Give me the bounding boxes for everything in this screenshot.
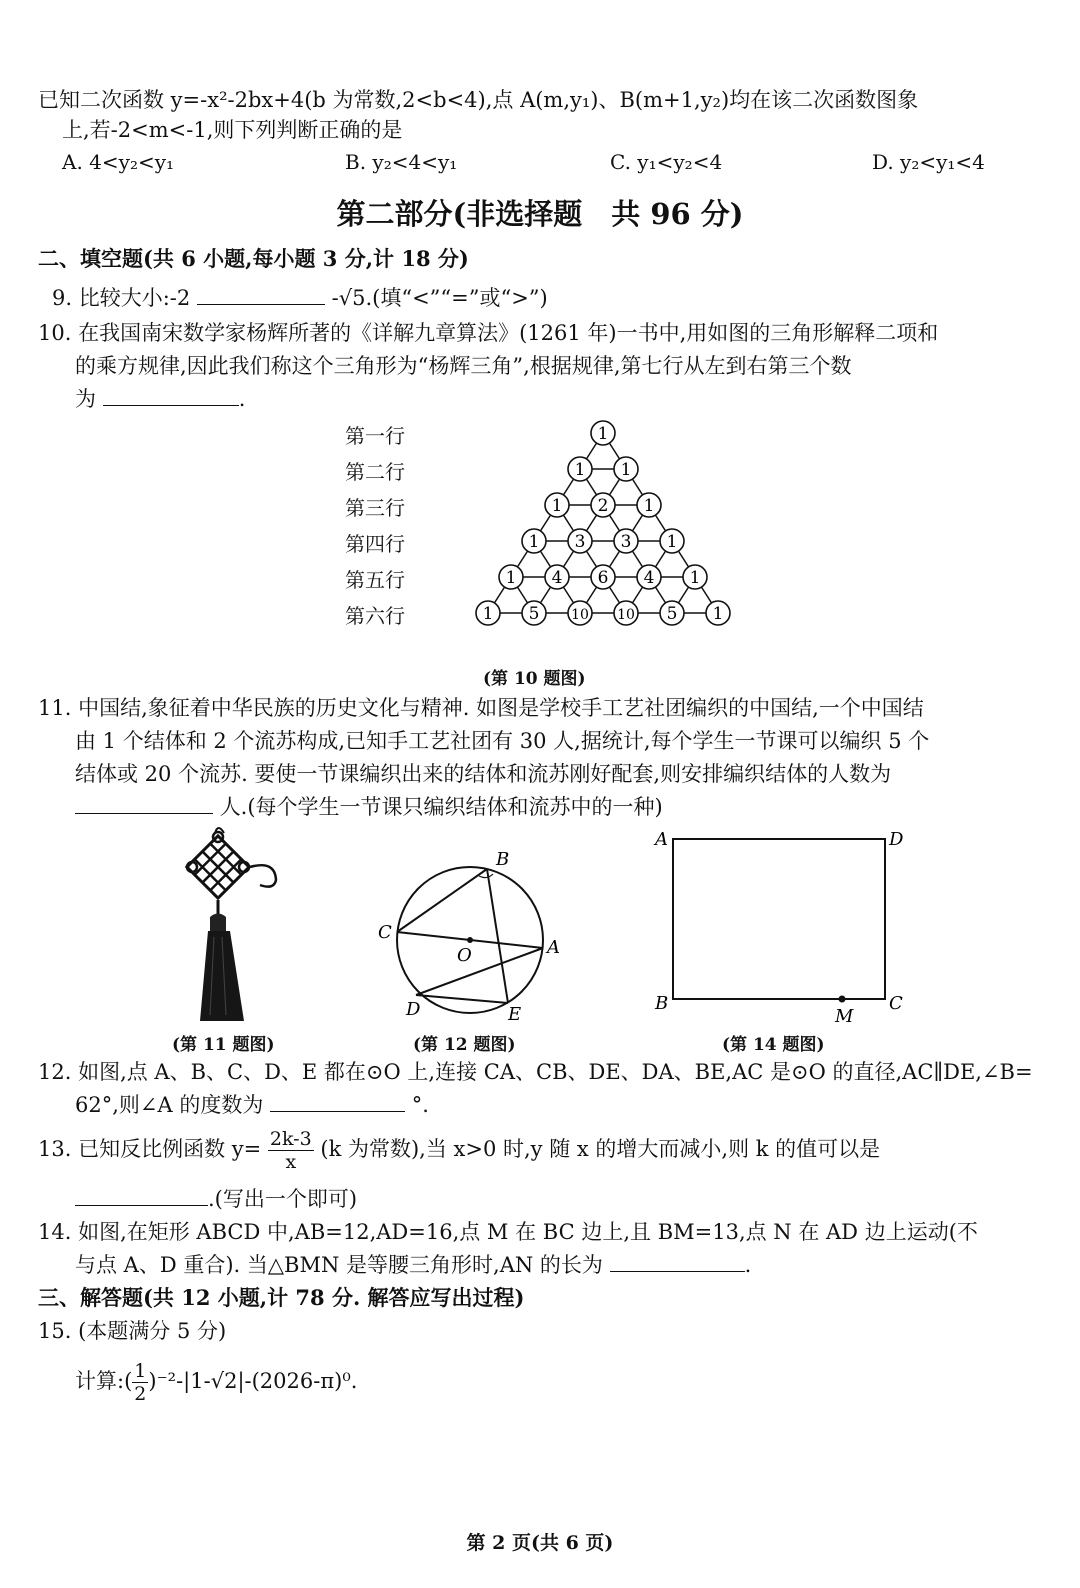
- triangle-number: 4: [551, 568, 563, 588]
- fig12-label-b: B: [496, 849, 510, 870]
- q11-line4: [75, 791, 663, 823]
- fig14-label-b: B: [655, 993, 669, 1014]
- triangle-number: 1: [689, 568, 701, 588]
- chinese-knot-image: [180, 825, 290, 1025]
- q13-line2-text: .(写出一个即可): [208, 1187, 358, 1211]
- q8-line1: 已知二次函数 y=-x²-2bx+4(b 为常数,2<b<4),点 A(m,y₁)、B(m+1,y₂)均在该二次函数图象: [38, 88, 919, 112]
- q15-fraction: [132, 1360, 148, 1405]
- q11-line3: 结体或 20 个流苏. 要使一节课编织出来的结体和流苏刚好配套,则安排编织结体的人数为: [75, 762, 892, 786]
- q13-answer-blank[interactable]: [75, 1187, 208, 1206]
- q13-fraction: [268, 1128, 314, 1173]
- triangle-number: 1: [712, 604, 724, 624]
- fig12-label-c: C: [378, 922, 392, 943]
- row-label-2: 第二行: [345, 460, 405, 484]
- q13-frac-den: x: [285, 1151, 297, 1173]
- triangle-number: 2: [597, 496, 609, 516]
- q10-line3: 为 .: [75, 387, 246, 411]
- triangle-number: 1: [666, 532, 678, 552]
- row-label-4: 第四行: [345, 532, 405, 556]
- fig14-label-c: C: [889, 993, 903, 1014]
- row-label-3: 第三行: [345, 496, 405, 520]
- section2-heading: 二、填空题(共 6 小题,每小题 3 分,计 18 分): [38, 246, 469, 271]
- q15-post: )⁻²-|1-√2|-(2026-π)⁰.: [148, 1369, 358, 1393]
- q11-line4-text: 人.(每个学生一节课只编织结体和流苏中的一种): [219, 795, 663, 819]
- triangle-number: 3: [574, 532, 586, 552]
- q11-line2: 由 1 个结体和 2 个流苏构成,已知手工艺社团有 30 人,据统计,每个学生一节课可以编织 5 个: [75, 729, 930, 753]
- fig12-caption: (第 12 题图): [413, 1035, 516, 1055]
- triangle-number: 3: [620, 532, 632, 552]
- row-label-5: 第五行: [345, 568, 405, 592]
- q13-post: (k 为常数),当 x>0 时,y 随 x 的增大而减小,则 k 的值可以是: [320, 1137, 881, 1161]
- fig12-label-d: D: [406, 999, 421, 1020]
- q9: [52, 282, 548, 314]
- q14-line2-post: .: [744, 1253, 752, 1277]
- q9-post: -√5.(填“<”“=”或“>”): [331, 286, 548, 310]
- q8-option-b: B. y₂<4<y₁: [345, 150, 458, 174]
- q12-answer-blank[interactable]: [270, 1093, 405, 1112]
- fig14-label-m: M: [835, 1006, 854, 1025]
- q14-line1: 14. 如图,在矩形 ABCD 中,AB=12,AD=16,点 M 在 BC 边上,且 BM=13,点 N 在 AD 边上运动(不: [38, 1220, 978, 1244]
- triangle-number: 1: [643, 496, 655, 516]
- q11-answer-blank[interactable]: [75, 795, 213, 814]
- q12-line2-pre: 62°,则∠A 的度数为: [75, 1093, 264, 1117]
- q8-option-d: D. y₂<y₁<4: [872, 150, 985, 174]
- triangle-number: 5: [528, 604, 540, 624]
- fig14-label-a: A: [655, 829, 668, 850]
- row-label-6: 第六行: [345, 604, 405, 628]
- q10-answer-blank[interactable]: [103, 387, 239, 406]
- q15-title: 15. (本题满分 5 分): [38, 1319, 227, 1343]
- q14-line2-pre: 与点 A、D 重合). 当△BMN 是等腰三角形时,AN 的长为: [75, 1253, 603, 1277]
- q12-line2-post: °.: [411, 1093, 429, 1117]
- q15-frac-den: 2: [134, 1383, 147, 1405]
- triangle-number: 1: [528, 532, 540, 552]
- q10-line2: 的乘方规律,因此我们称这个三角形为“杨辉三角”,根据规律,第七行从左到右第三个数: [75, 354, 852, 378]
- part2-title: 第二部分(非选择题 共 96 分): [336, 197, 744, 231]
- fig12-label-a: A: [547, 937, 560, 958]
- q13-line1: [38, 1128, 880, 1173]
- triangle-number: 1: [597, 424, 609, 444]
- q8-line2: 上,若-2<m<-1,则下列判断正确的是: [62, 118, 403, 142]
- q15-pre: 计算:(: [75, 1369, 133, 1393]
- fig11-caption: (第 11 题图): [172, 1035, 275, 1055]
- q12-line2: [75, 1089, 429, 1121]
- q10-line1: 10. 在我国南宋数学家杨辉所著的《详解九章算法》(1261 年)一书中,用如图的三角形解释二项和: [38, 321, 939, 345]
- fig12-circle-diagram: [375, 840, 575, 1030]
- triangle-number: 6: [597, 568, 609, 588]
- page-footer: 第 2 页(共 6 页): [466, 1532, 614, 1554]
- triangle-number: 5: [666, 604, 678, 624]
- fig10-caption: (第 10 题图): [483, 669, 586, 689]
- q11-line1: 11. 中国结,象征着中华民族的历史文化与精神. 如图是学校手工艺社团编织的中国结,一个中国结: [38, 696, 924, 720]
- triangle-number: 10: [617, 607, 635, 623]
- q14-line2: [75, 1249, 751, 1281]
- q13-pre: 13. 已知反比例函数 y=: [38, 1137, 262, 1161]
- triangle-number: 1: [574, 460, 586, 480]
- q8-option-a: A. 4<y₂<y₁: [62, 150, 175, 174]
- yang-hui-triangle: [460, 415, 760, 640]
- q13-line2: [75, 1183, 357, 1215]
- fig12-label-o: O: [457, 945, 472, 966]
- triangle-number: 4: [643, 568, 655, 588]
- q9-answer-blank[interactable]: [197, 286, 325, 305]
- fig14-rectangle-diagram: [645, 825, 910, 1025]
- triangle-number: 1: [482, 604, 494, 624]
- fig12-label-e: E: [508, 1004, 522, 1025]
- q15-expression: [75, 1360, 357, 1405]
- row-label-1: 第一行: [345, 424, 405, 448]
- triangle-number: 1: [620, 460, 632, 480]
- triangle-number: 1: [551, 496, 563, 516]
- triangle-number: 10: [571, 607, 589, 623]
- q14-answer-blank[interactable]: [610, 1253, 745, 1272]
- q8-option-c: C. y₁<y₂<4: [610, 150, 723, 174]
- q9-pre: 9. 比较大小:-2: [52, 286, 191, 310]
- q15-frac-num: 1: [134, 1360, 147, 1382]
- q12-line1: 12. 如图,点 A、B、C、D、E 都在⊙O 上,连接 CA、CB、DE、DA、BE,AC 是⊙O 的直径,AC∥DE,∠B=: [38, 1060, 1033, 1084]
- section3-heading: 三、解答题(共 12 小题,计 78 分. 解答应写出过程): [38, 1285, 525, 1310]
- triangle-number: 1: [505, 568, 517, 588]
- q13-frac-num: 2k-3: [269, 1128, 312, 1150]
- q10-line3-text: 为: [75, 387, 96, 411]
- fig14-caption: (第 14 题图): [722, 1035, 825, 1055]
- fig14-label-d: D: [889, 829, 904, 850]
